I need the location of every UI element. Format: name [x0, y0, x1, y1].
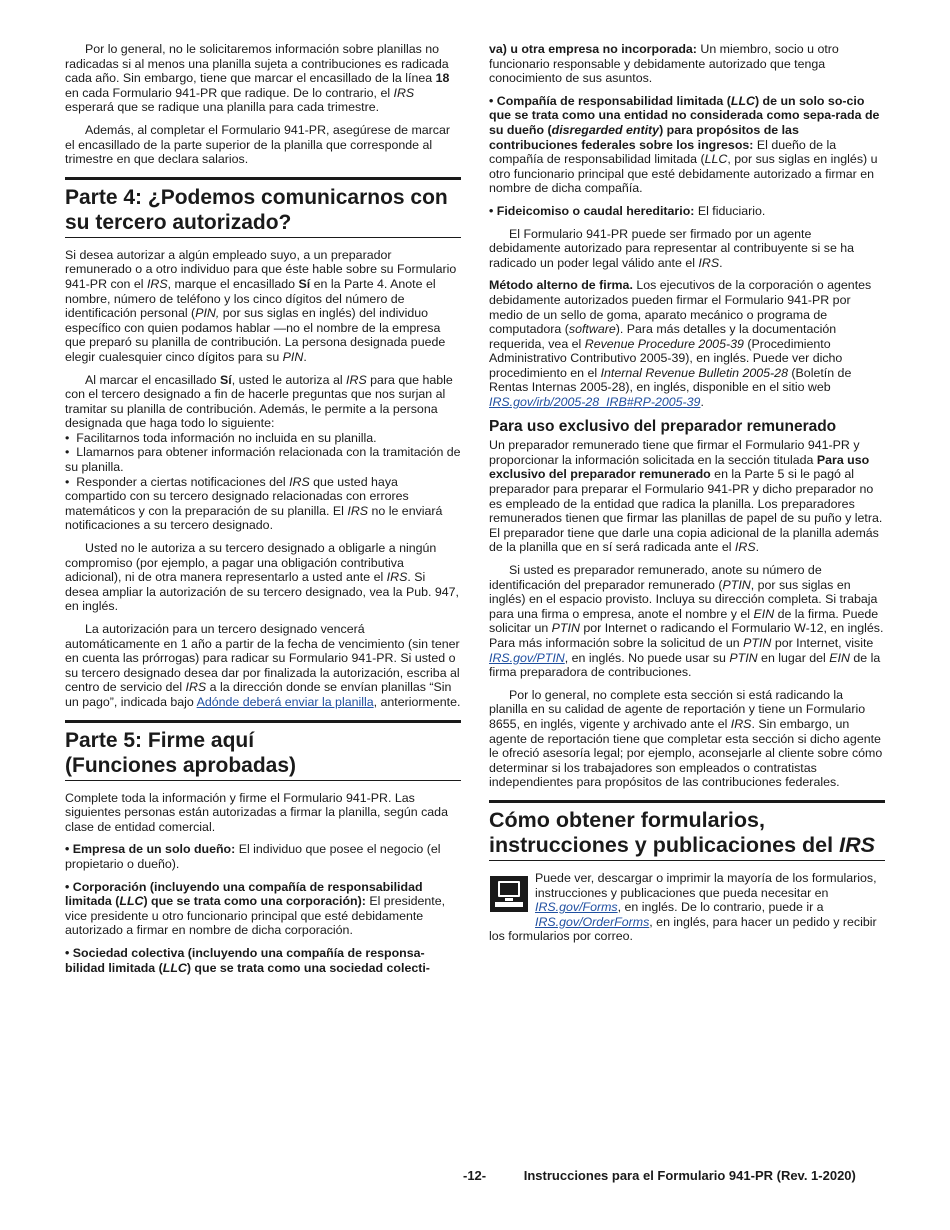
- list-item: • Responder a ciertas notificaciones del IRS que usted haya compartido con su tercero designado relacionadas con errores matemáticos y con la preparación de su planilla. El IRS no le enviará notificaciones a su tercero designado.: [65, 474, 443, 533]
- paragraph: Además, al completar el Formulario 941-PR, asegúrese de marcar el encasillado de la parte superior de la planilla que corresponde al trimestre en que declara salarios.: [65, 122, 450, 167]
- section-heading-formularios: Cómo obtener formularios, instrucciones y publicaciones del IRS: [489, 800, 885, 861]
- page-number: -12-: [463, 1168, 487, 1183]
- paragraph: Por lo general, no le solicitaremos información sobre planillas no radicadas si al menos una planilla sujeta a contribuciones es radicada cada año. Sin embargo, tiene que marcar el encasillado de la línea 18 en cada Formulario 941-PR que radique. De lo contrario, el IRS esperará que se radique una planilla para cada trimestre.: [65, 42, 450, 115]
- section-heading-parte-5: Parte 5: Firme aquí (Funciones aprobadas): [65, 720, 461, 781]
- entity-item: • Compañía de responsabilidad limitada (LLC) de un solo so-cio que se trata como una entidad no considerada como sepa-rada de su dueño (disregarded entity) para propósitos de las contribuciones federales sobre los ingresos: El dueño de la compañía de responsabilidad limitada (LLC, por sus siglas en inglés) u otro funcionario principal que esté debidamente autorizado a firmar en nombre de dicha compañía.: [489, 93, 880, 196]
- entity-item: • Empresa de un solo dueño: El individuo que posee el negocio (el propietario o dueño).: [65, 842, 441, 871]
- entity-item: • Sociedad colectiva (incluyendo una compañía de responsa-bilidad limitada (LLC) que se trata como una sociedad colecti-: [65, 945, 430, 975]
- footer-title: Instrucciones para el Formulario 941-PR (Rev. 1-2020): [523, 1168, 856, 1183]
- entity-item: va) u otra empresa no incorporada: Un miembro, socio u otro funcionario responsable y debidamente autorizado que tenga conocimiento de sus asuntos.: [489, 42, 839, 86]
- computer-icon: [489, 875, 529, 913]
- paragraph: El Formulario 941-PR puede ser firmado por un agente debidamente autorizado para representar al contribuyente si se ha radicado un poder legal válido ante el IRS.: [489, 226, 855, 270]
- paragraph: La autorización para un tercero designado vencerá automáticamente en 1 año a partir de la fecha de vencimiento (sin tener en cuenta las prórrogas) para radicar su Formulario 941-PR. Si usted o su tercero designado desea dar por finalizada la autorización, escriba al centro de servicio del IRS a la dirección donde se envían planillas “Sin un pago”, indicada bajo Adónde deberá enviar la planilla, anteriormente.: [65, 622, 461, 709]
- paragraph: Método alterno de firma. Los ejecutivos de la corporación o agentes debidamente autorizados pueden firmar el Formulario 941-PR por medio de un sello de goma, aparato mecánico o programa de computadora (software). Para más detalles y la documentación requerida, vea el Revenue Procedure 2005-39 (Procedimiento Administrativo Contributivo 2005-39), en inglés. Puede ver dicho procedimiento en el Internal Revenue Bulletin 2005-28 (Boletín de Rentas Internas 2005-28), en inglés, disponible en el sitio web IRS.gov/irb/2005-28_IRB#RP-2005-39.: [489, 278, 872, 410]
- paragraph: Si desea autorizar a algún empleado suyo, a un preparador remunerado o a otro individuo para que éste hable sobre su Formulario 941-PR con el IRS, marque el encasillado Sí en la Parte 4. Anote el nombre, número de teléfono y los cinco dígitos del número de identificación personal (PIN, por sus siglas en inglés) del individuo específico con quien podamos hablar —no el nombre de la empresa que preparó su planilla de contribución. La persona designada puede elegir cualesquier cinco dígitos para su PIN.: [65, 247, 457, 364]
- adonde-enviar-link[interactable]: Adónde deberá enviar la planilla: [196, 694, 374, 709]
- paragraph: Usted no le autoriza a su tercero designado a obligarle a ningún compromiso (por ejemplo, a pagar una obligación contributiva adicional), ni de otra manera representarlo a usted ante el IRS. Si desea ampliar la autorización de su tercero designado, vea la Pub. 947, en inglés.: [65, 541, 459, 614]
- order-forms-link[interactable]: IRS.gov/OrderForms: [535, 914, 650, 929]
- subheading: Para uso exclusivo del preparador remunerado: [489, 417, 837, 435]
- paragraph: Si usted es preparador remunerado, anote su número de identificación del preparador remunerado (PTIN, por sus siglas en inglés) en el espacio provisto. Incluya su dirección completa. Si trabaja para una firma o empresa, anote el nombre y el EIN de la firma. Puede solicitar un PTIN por Internet o radicando el Formulario W-12, en inglés. Para más información sobre la solicitud de un PTIN por Internet, visite IRS.gov/PTIN, en inglés. No puede usar su PTIN en lugar del EIN de la firma preparadora de contribuciones.: [489, 563, 884, 680]
- section-heading-parte-4: Parte 4: ¿Podemos comunicarnos con su tercero autorizado?: [65, 177, 461, 238]
- paragraph: Al marcar el encasillado Sí, usted le autoriza al IRS para que hable con el tercero designado a fin de hacerle preguntas que nos surjan al tramitar su planilla de contribución. Además, le permite a la persona designada que haga todo lo siguiente: • Facilitarnos toda información no incluida en su planilla. • Llamarnos para obtener información relacionada con la tramitación de su planilla. • Responder a ciertas notificaciones del IRS que usted haya compartido con su tercero designado relacionadas con errores matemáticos y con la preparación de su planilla. El IRS no le enviará notificaciones a su tercero designado.: [65, 372, 461, 533]
- entity-item: • Corporación (incluyendo una compañía de responsabilidad limitada (LLC) que se trata como una corporación): El presidente, vice presidente u otro funcionario principal que esté debidamente autorizado a firmar en nombre de dicha corporación.: [65, 879, 446, 938]
- right-column: [489, 42, 885, 952]
- entity-item: • Fideicomiso o caudal hereditario: El fiduciario.: [489, 203, 766, 218]
- list-item: • Facilitarnos toda información no incluida en su planilla.: [65, 430, 377, 445]
- paragraph: Por lo general, no complete esta sección si está radicando la planilla en su calidad de agente de reportación y tiene un Formulario 8655, en inglés, vigente y archivado ante el IRS. Sin embargo, un agente de reportación tiene que completar esta sección si dicho agente le ofreció asesoría legal; por ejemplo, aconsejarle al cliente sobre cómo determinar si los trabajadores son empleados o contratistas independientes para propósitos de las contribuciones federales.: [489, 687, 883, 790]
- paragraph: Un preparador remunerado tiene que firmar el Formulario 941-PR y proporcionar la información solicitada en la sección titulada Para uso exclusivo del preparador remunerado en la Parte 5 si le pagó al preparador para preparar el Formulario 941-PR y dicho preparador no es empleado de la entidad que radica la planilla. Los preparadores remunerados tienen que firmar las planillas de papel de su puño y letra. El preparador tiene que darle una copia adicional de la planilla además de la planilla que en sí será radicada ante el IRS.: [489, 438, 883, 555]
- ptin-link[interactable]: IRS.gov/PTIN: [489, 650, 565, 665]
- page-footer: [463, 1168, 856, 1183]
- paragraph: Complete toda la información y firme el Formulario 941-PR. Las siguientes personas están autorizadas a firmar la planilla, según cada clase de entidad comercial.: [65, 790, 448, 834]
- forms-link[interactable]: IRS.gov/Forms: [535, 900, 618, 915]
- paragraph: Puede ver, descargar o imprimir la mayoría de los formularios, instrucciones y publicaciones que pueda necesitar en IRS.gov/Forms, en inglés. De lo contrario, puede ir a IRS.gov/OrderForms, en inglés, para hacer un pedido y recibir los formularios por correo.: [489, 870, 877, 944]
- left-column: [65, 42, 461, 983]
- irb-link[interactable]: IRS.gov/irb/2005-28_IRB#RP-2005-39: [489, 395, 701, 410]
- list-item: • Llamarnos para obtener información relacionada con la tramitación de su planilla.: [65, 445, 461, 475]
